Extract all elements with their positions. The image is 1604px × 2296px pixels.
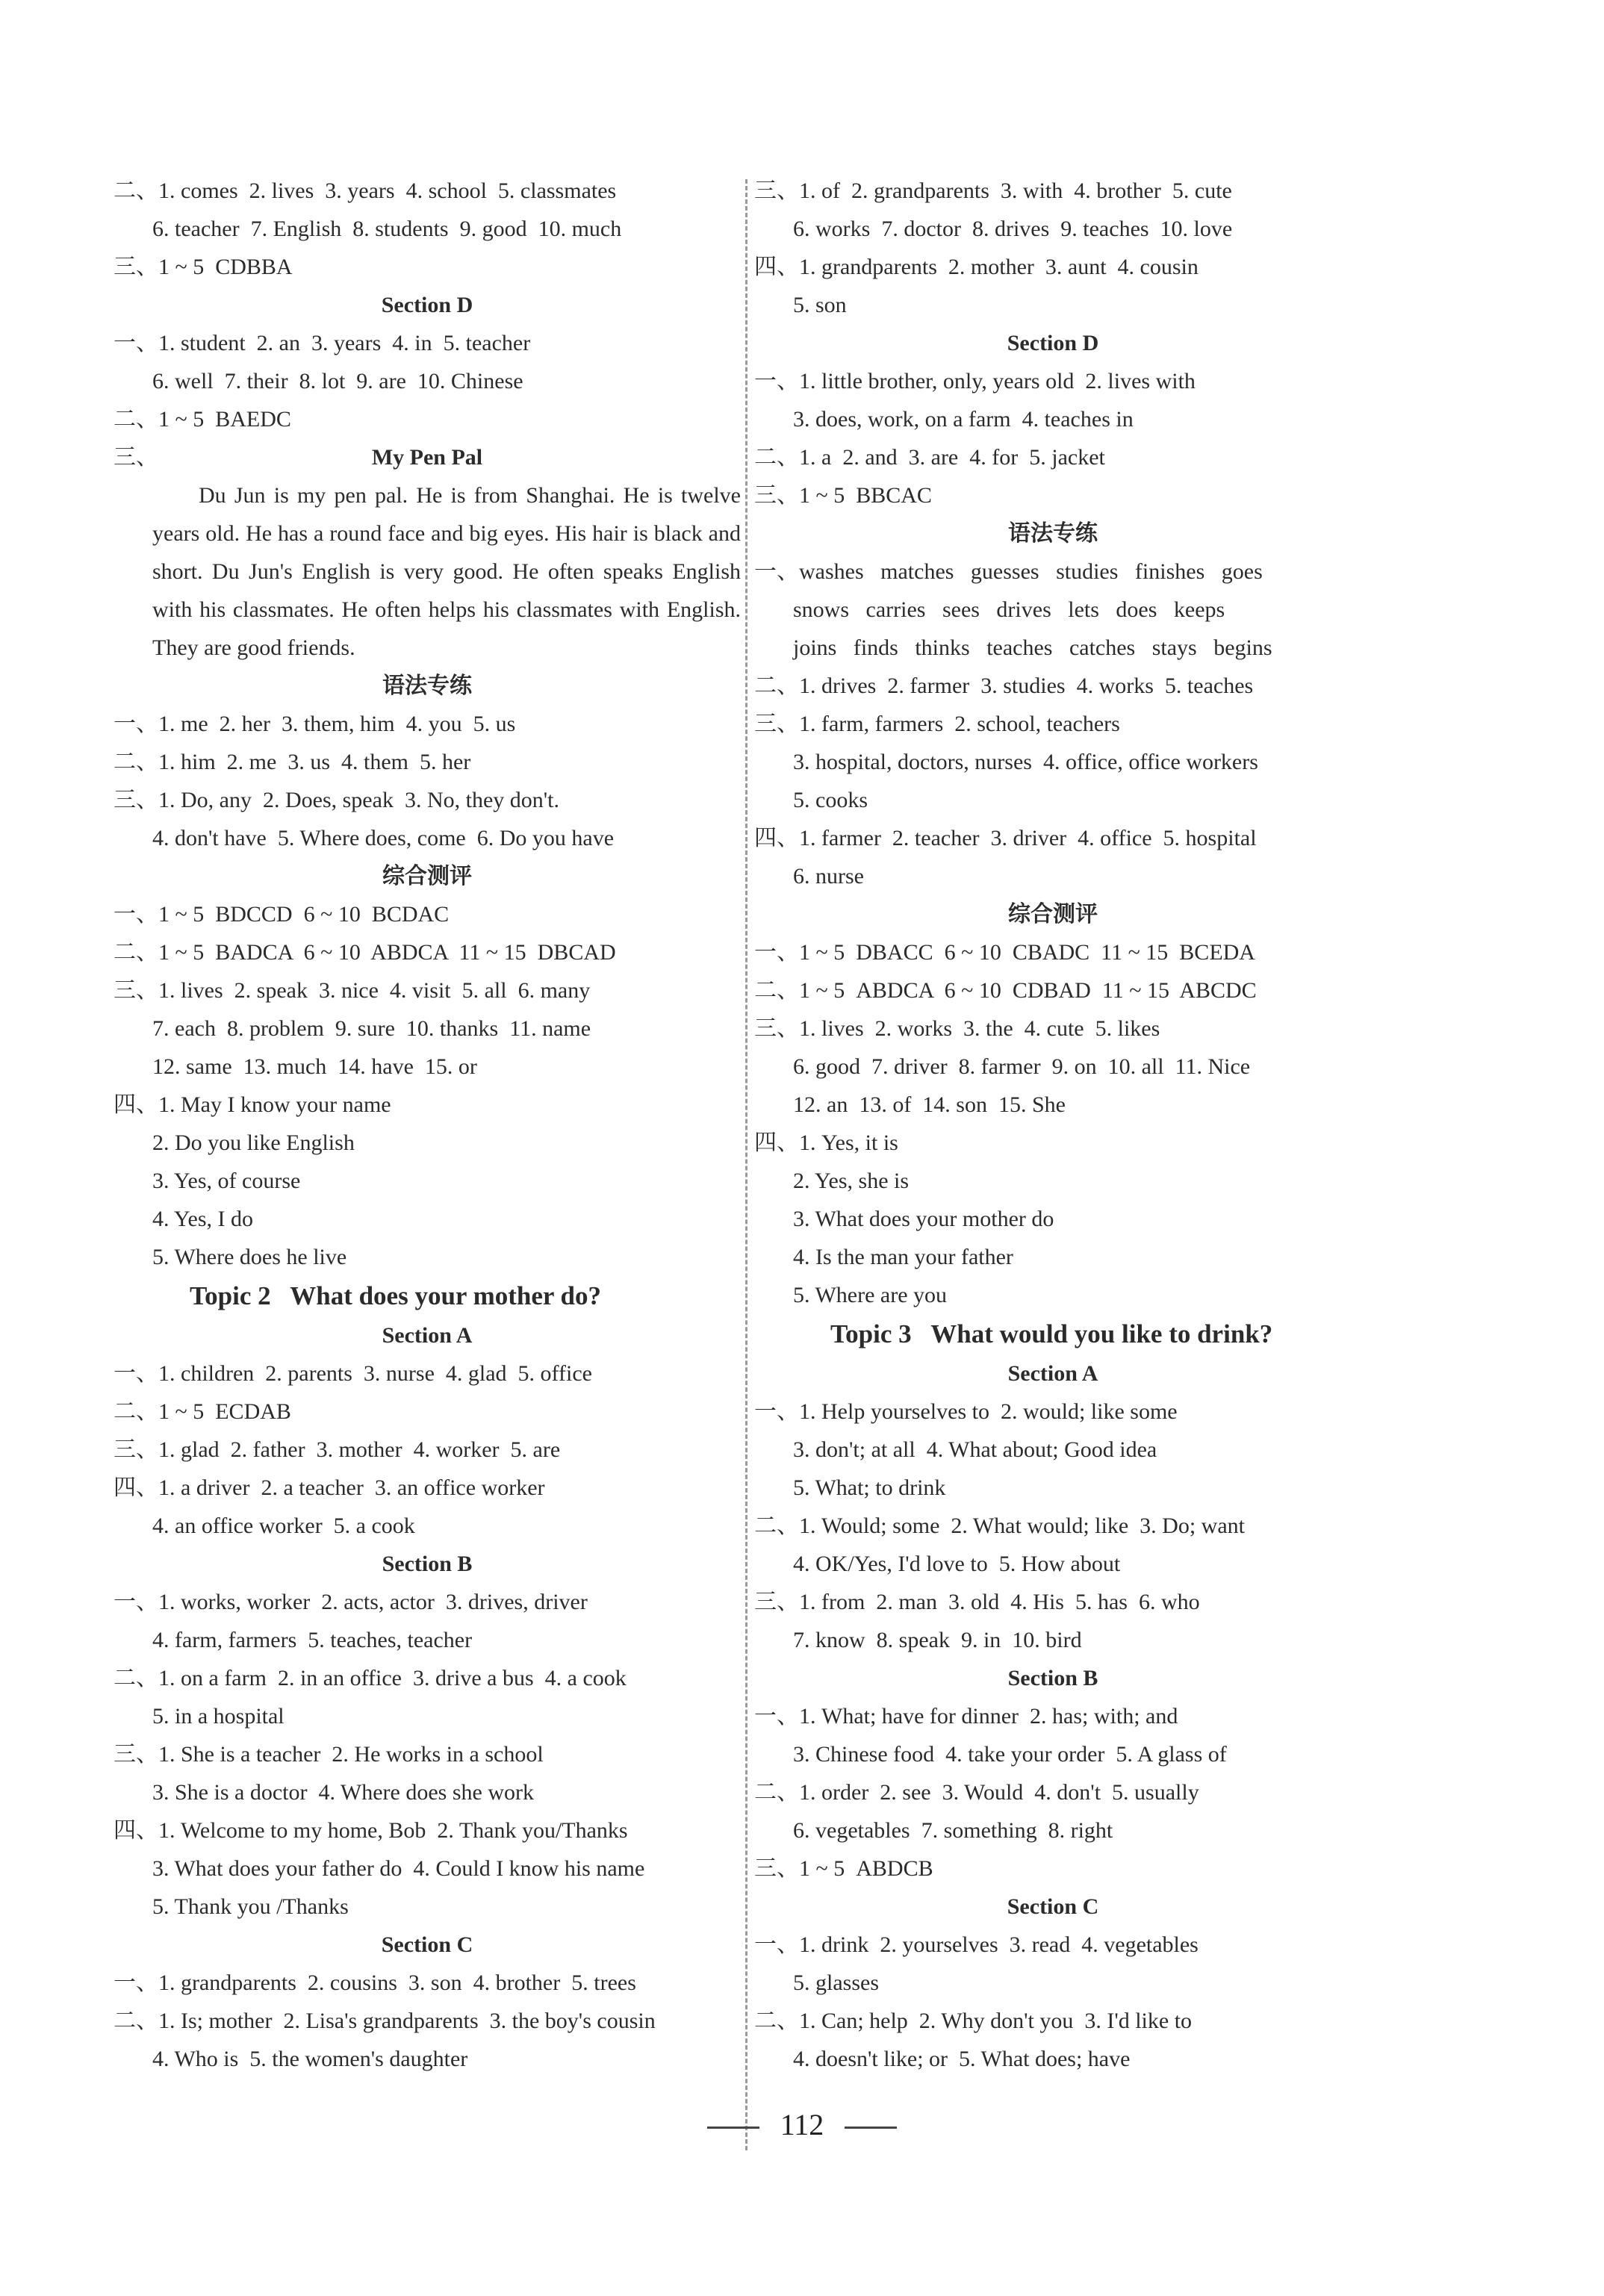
answer-line: 6. well 7. their 8. lot 9. are 10. Chinese [152,369,523,393]
section-heading: 语法专练 [1008,521,1098,546]
column-divider [745,179,747,2150]
essay-title: My Pen Pal [371,445,483,470]
answer-line: 5. glasses [793,1970,879,1995]
answer-line: 一、1 ~ 5 DBACC 6 ~ 10 CBADC 11 ~ 15 BCEDA [754,940,1255,965]
answer-line: 二、1 ~ 5 ABDCA 6 ~ 10 CDBAD 11 ~ 15 ABCDC [754,978,1257,1003]
answer-line: 三、1 ~ 5 ABDCB [754,1856,933,1881]
answer-line: 二、1. comes 2. lives 3. years 4. school 5. classmates [114,178,617,203]
right-column [754,172,1352,2078]
answer-line: 三、1. lives 2. speak 3. nice 4. visit 5. all 6. many [114,978,591,1003]
section-heading: Section C [1007,1894,1099,1919]
page-number-dash-left [707,2127,759,2129]
answer-line: 3. What does your mother do [793,1207,1054,1231]
answer-line: 4. farm, farmers 5. teaches, teacher [152,1628,473,1652]
answer-line: 二、1. drives 2. farmer 3. studies 4. works 5. teaches [754,673,1254,698]
answer-line: 2. Do you like English [152,1130,355,1155]
answer-line: 5. Where does he live [152,1245,347,1269]
answer-line: 4. Yes, I do [152,1207,254,1231]
page-number-dash-right [845,2127,897,2129]
answer-line: 三、1. lives 2. works 3. the 4. cute 5. likes [754,1016,1160,1041]
answer-line: 一、1. grandparents 2. cousins 3. son 4. brother 5. trees [114,1970,636,1995]
answer-line: snows carries sees drives lets does keeps [793,597,1225,622]
answer-line: 一、1. What; have for dinner 2. has; with; and [754,1704,1178,1729]
answer-line: 三、1. glad 2. father 3. mother 4. worker 5. are [114,1437,561,1462]
answer-line: 5. son [793,293,847,317]
answer-line: 三、1 ~ 5 CDBBA [114,255,293,279]
answer-line: 6. nurse [793,864,864,889]
answer-line: 12. an 13. of 14. son 15. She [793,1092,1066,1117]
section-heading: 综合测评 [382,864,472,889]
section-heading: Section B [1007,1666,1098,1690]
answer-line: 二、1. on a farm 2. in an office 3. drive a bus 4. a cook [114,1666,627,1690]
answer-line: 5. Thank you /Thanks [152,1894,349,1919]
answer-line: 一、1. drink 2. yourselves 3. read 4. vegetables [754,1932,1199,1957]
answer-line: 一、1. little brother, only, years old 2. lives with [754,369,1196,393]
answer-line: 四、1. Welcome to my home, Bob 2. Thank you/Thanks [114,1818,628,1843]
answer-line: 四、1. May I know your name [114,1092,391,1117]
section-heading: 综合测评 [1008,902,1098,927]
answer-line: 三、1. Do, any 2. Does, speak 3. No, they don't. [114,788,559,812]
answer-line: 5. What; to drink [793,1475,946,1500]
answer-line: 3. What does your father do 4. Could I know his name [152,1856,645,1881]
question-number: 三、 [114,445,158,470]
answer-line: 二、1 ~ 5 ECDAB [114,1399,291,1424]
answer-line: 6. teacher 7. English 8. students 9. good 10. much [152,217,622,241]
answer-line: 一、1 ~ 5 BDCCD 6 ~ 10 BCDAC [114,902,450,927]
section-heading: Section A [382,1323,473,1348]
essay-text: Du Jun is my pen pal. He is from Shanghai. He is twelve years old. He has a round face and big eyes. His hair is black and short. Du Jun's English is very good. He often speaks English with his classmates. He often helps his classmates with English. They are good friends. [152,483,741,660]
answer-line: 二、1. Can; help 2. Why don't you 3. I'd like to [754,2009,1193,2033]
answer-line: 二、1. a 2. and 3. are 4. for 5. jacket [754,445,1105,470]
answer-line: 二、1 ~ 5 BAEDC [114,407,291,432]
answer-line: 一、washes matches guesses studies finishes goes [754,559,1263,584]
answer-line: 一、1. Help yourselves to 2. would; like some [754,1399,1178,1424]
answer-line: 三、1 ~ 5 BBCAC [754,483,932,508]
answer-line: 3. She is a doctor 4. Where does she work [152,1780,534,1805]
answer-line: 3. don't; at all 4. What about; Good idea [793,1437,1157,1462]
answer-line: 3. Chinese food 4. take your order 5. A glass of [793,1742,1227,1767]
answer-line: 12. same 13. much 14. have 15. or [152,1054,477,1079]
page-number-text: 112 [780,2108,824,2141]
section-heading: Section B [382,1552,473,1576]
answer-line: 6. good 7. driver 8. farmer 9. on 10. all 11. Nice [793,1054,1251,1079]
answer-line: 三、1. from 2. man 3. old 4. His 5. has 6. who [754,1590,1200,1614]
answer-line: 二、1 ~ 5 BADCA 6 ~ 10 ABDCA 11 ~ 15 DBCAD [114,940,616,965]
answer-line: 4. Who is 5. the women's daughter [152,2047,468,2071]
answer-line: 三、1. farm, farmers 2. school, teachers [754,712,1120,736]
answer-line: 一、1. student 2. an 3. years 4. in 5. teacher [114,331,531,355]
answer-line: 四、1. farmer 2. teacher 3. driver 4. office 5. hospital [754,826,1257,850]
essay-paragraph [114,476,741,667]
answer-line: 四、1. Yes, it is [754,1130,898,1155]
topic-title: Topic 3 What would you like to drink? [830,1319,1273,1348]
answer-line: 二、1. order 2. see 3. Would 4. don't 5. usually [754,1780,1199,1805]
page-number [0,2103,1604,2147]
answer-line: 4. Is the man your father [793,1245,1013,1269]
answer-line: 2. Yes, she is [793,1169,910,1193]
left-column [114,172,741,2078]
answer-line: 6. vegetables 7. something 8. right [793,1818,1113,1843]
answer-line: 二、1. Would; some 2. What would; like 3. Do; want [754,1513,1245,1538]
answer-line: 二、1. Is; mother 2. Lisa's grandparents 3. the boy's cousin [114,2009,656,2033]
section-heading: Section C [381,1932,473,1957]
answer-line: 四、1. a driver 2. a teacher 3. an office worker [114,1475,545,1500]
answer-line: 三、1. She is a teacher 2. He works in a school [114,1742,544,1767]
answer-line: 6. works 7. doctor 8. drives 9. teaches 10. love [793,217,1233,241]
answer-line: 7. know 8. speak 9. in 10. bird [793,1628,1082,1652]
answer-line: 4. don't have 5. Where does, come 6. Do you have [152,826,615,850]
answer-line: 一、1. children 2. parents 3. nurse 4. glad 5. office [114,1361,592,1386]
section-heading: Section D [381,293,473,317]
answer-line: 5. cooks [793,788,868,812]
answer-line: 3. does, work, on a farm 4. teaches in [793,407,1134,432]
answer-line: 4. OK/Yes, I'd love to 5. How about [793,1552,1121,1576]
answer-line: 4. an office worker 5. a cook [152,1513,415,1538]
answer-line: 3. hospital, doctors, nurses 4. office, office workers [793,750,1258,774]
answer-line: 5. in a hospital [152,1704,285,1729]
answer-line: 一、1. me 2. her 3. them, him 4. you 5. us [114,712,516,736]
section-heading: 语法专练 [382,673,472,698]
answer-line: 二、1. him 2. me 3. us 4. them 5. her [114,750,471,774]
answer-line: 7. each 8. problem 9. sure 10. thanks 11. name [152,1016,591,1041]
answer-line: 三、1. of 2. grandparents 3. with 4. brother 5. cute [754,178,1232,203]
answer-line: joins finds thinks teaches catches stays begins [793,635,1272,660]
answer-line: 一、1. works, worker 2. acts, actor 3. drives, driver [114,1590,588,1614]
answer-line: 4. doesn't like; or 5. What does; have [793,2047,1131,2071]
answer-line: 3. Yes, of course [152,1169,301,1193]
topic-title: Topic 2 What does your mother do? [190,1281,602,1310]
answer-line: 四、1. grandparents 2. mother 3. aunt 4. cousin [754,255,1199,279]
answer-line: 5. Where are you [793,1283,948,1307]
section-heading: Section D [1007,331,1099,355]
section-heading: Section A [1007,1361,1098,1386]
essay-heading [114,438,741,476]
